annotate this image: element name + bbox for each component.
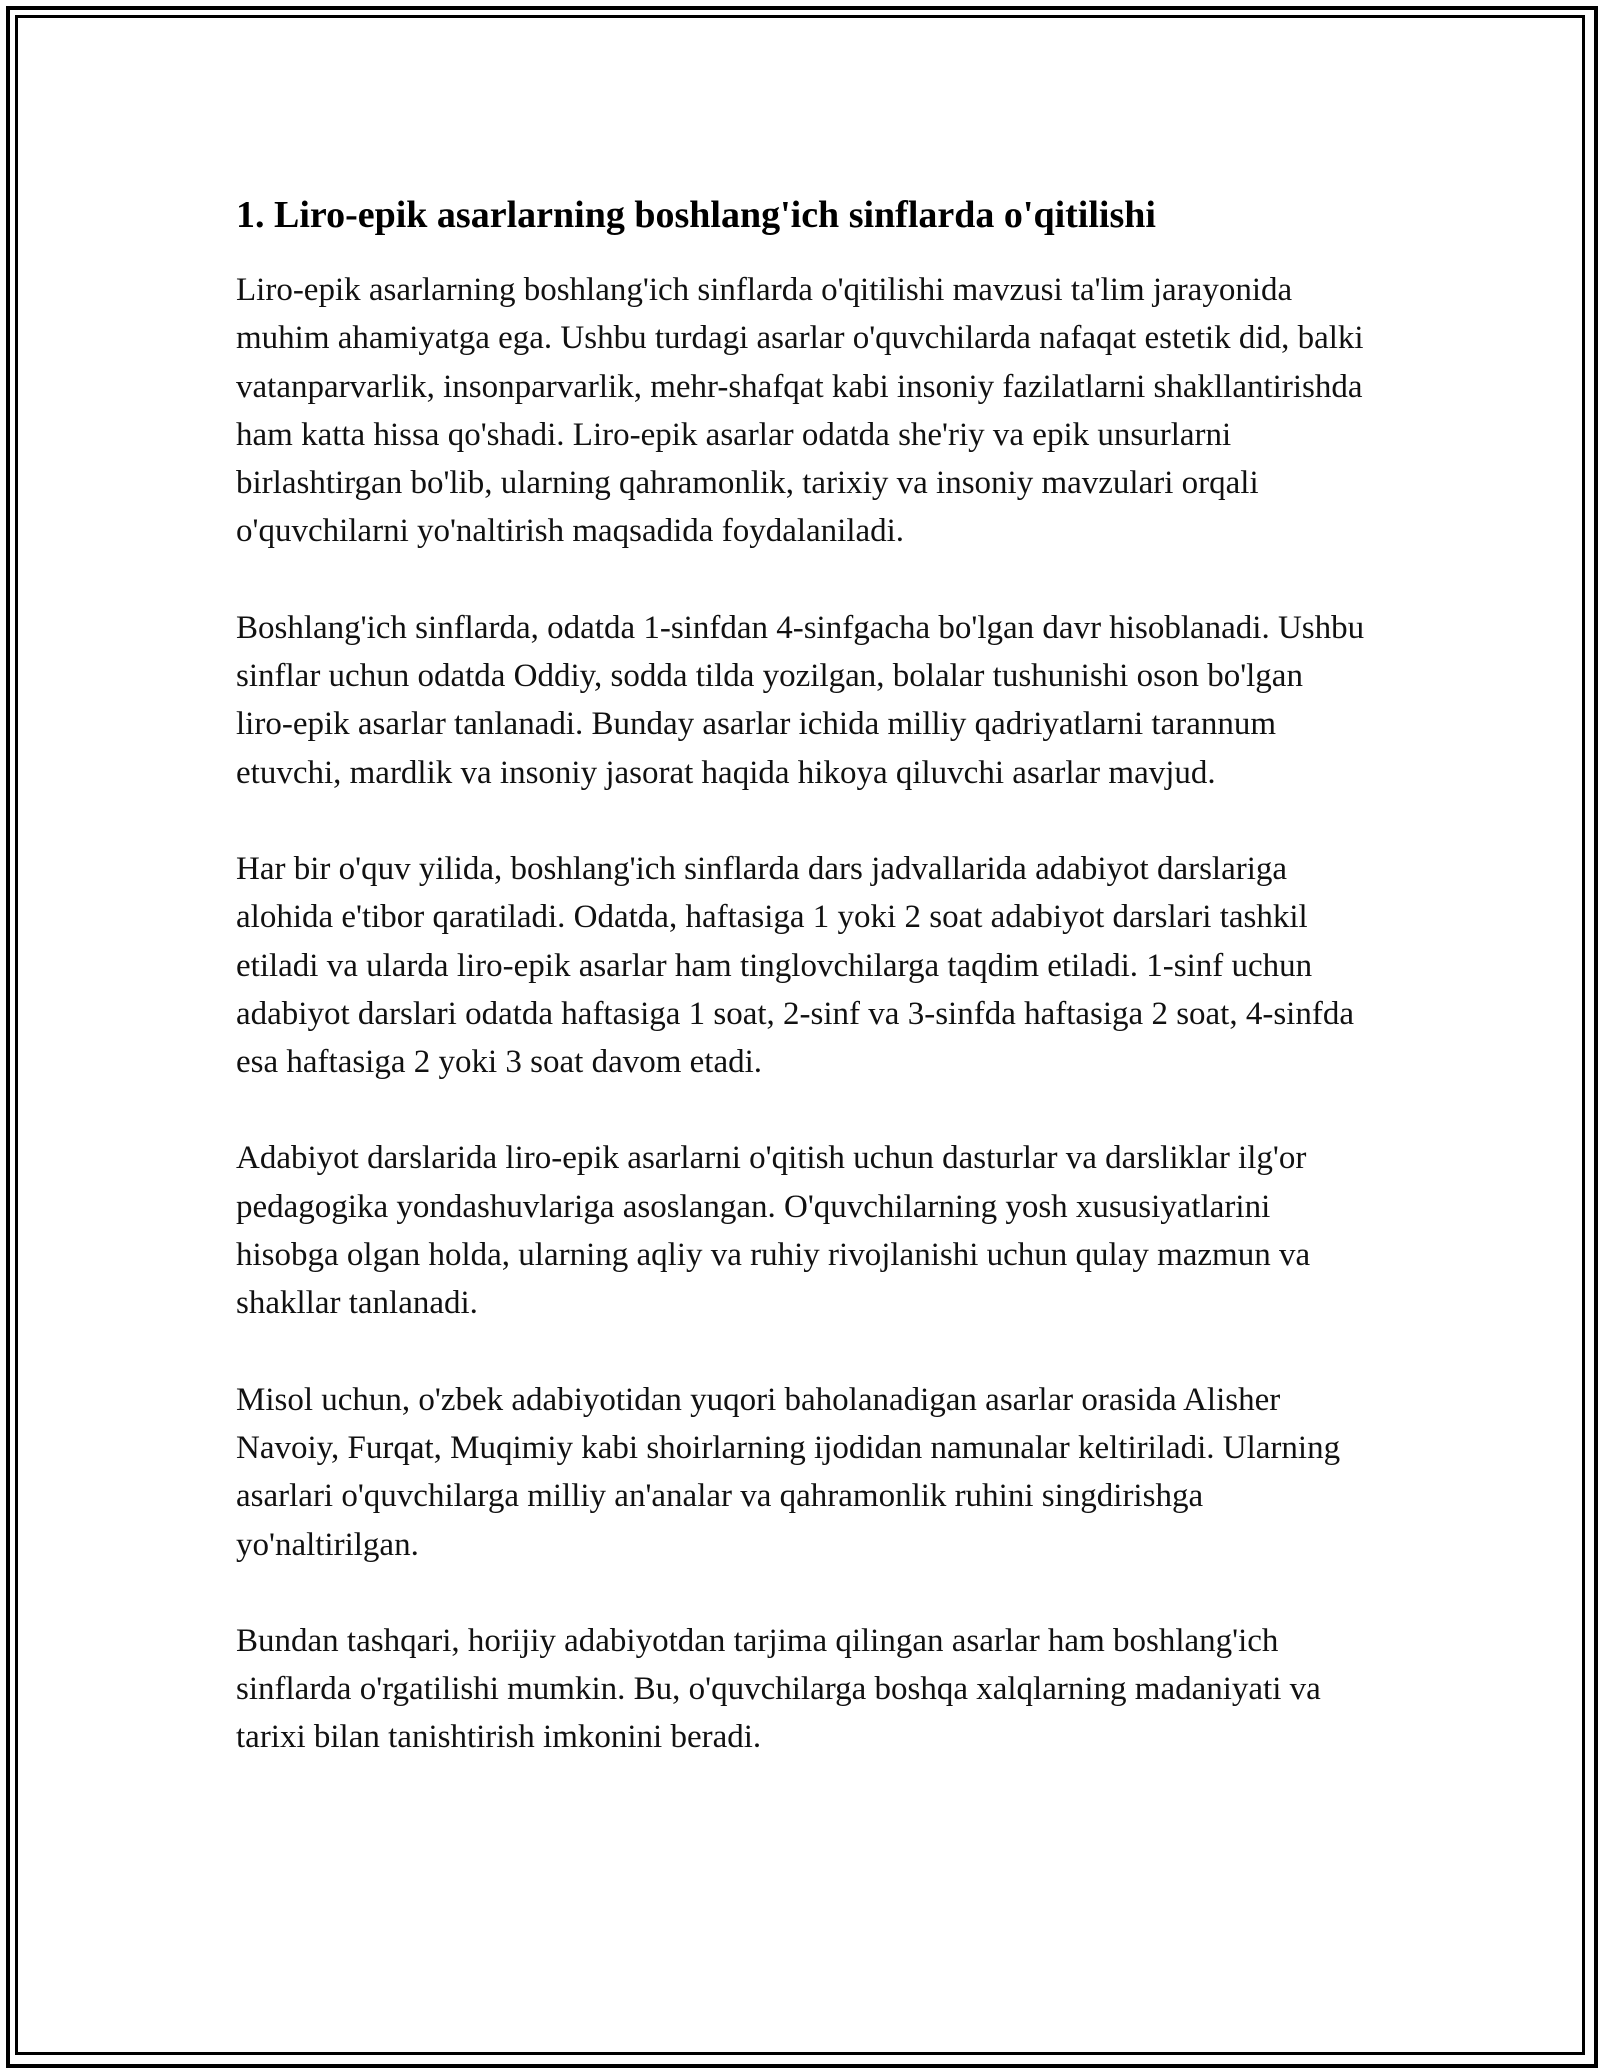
paragraph-3: Har bir o'quv yilida, boshlang'ich sinflarda dars jadvallarida adabiyot darslariga alohida e'tibor qaratiladi. Odatda, haftasiga 1 yoki 2 soat adabiyot darslari tashkil etiladi va ularda liro-epik asarlar ham tinglovchilarga taqdim etiladi. 1-sinf uchun adabiyot darslari odatda haftasiga 1 soat, 2-sinf va 3-sinfda haftasiga 2 soat, 4-sinfda esa haftasiga 2 yoki 3 soat davom etadi. xyxy=(236,850,1354,1081)
paragraph-5: Misol uchun, o'zbek adabiyotidan yuqori baholanadigan asarlar orasida Alisher Navoiy, Furqat, Muqimiy kabi shoirlarning ijodidan namunalar keltiriladi. Ularning asarlari o'quvchilarga milliy an'analar va qahramonlik ruhini singdirishga yo'naltirilgan. xyxy=(236,1381,1341,1563)
paragraph-1: Liro-epik asarlarning boshlang'ich sinflarda o'qitilishi mavzusi ta'lim jarayonida muhim ahamiyatga ega. Ushbu turdagi asarlar o'quvchilarda nafaqat estetik did, balki vatanparvarlik, insonparvarlik, mehr-shafqat kabi insoniy fazilatlarni shakllantirishda ham katta hissa qo'shadi. Liro-epik asarlar odatda she'riy va epik unsurlarni birlashtirgan bo'lib, ularning qahramonlik, tarixiy va insoniy mavzulari orqali o'quvchilarni yo'naltirish maqsadida foydalaniladi. xyxy=(236,272,1364,550)
paragraph-6: Bundan tashqari, horijiy adabiyotdan tarjima qilingan asarlar ham boshlang'ich sinflarda o'rgatilishi mumkin. Bu, o'quvchilarga boshqa xalqlarning madaniyati va tarixi bilan tanishtirish imkonini beradi. xyxy=(236,1622,1321,1756)
paragraph-2: Boshlang'ich sinflarda, odatda 1-sinfdan 4-sinfgacha bo'lgan davr hisoblanadi. Ushbu sinflar uchun odatda Oddiy, sodda tilda yozilgan, bolalar tushunishi oson bo'lgan liro-epik asarlar tanlanadi. Bunday asarlar ichida milliy qadriyatlarni tarannum etuvchi, mardlik va insoniy jasorat haqida hikoya qiluvchi asarlar mavjud. xyxy=(236,609,1365,791)
document-body xyxy=(236,184,1366,1810)
paragraph-4: Adabiyot darslarida liro-epik asarlarni o'qitish uchun dasturlar va darsliklar ilg'or pedagogika yondashuvlariga asoslangan. O'quvchilarning yosh xususiyatlarini hisobga olgan holda, ularning aqliy va ruhiy rivojlanishi uchun qulay mazmun va shakllar tanlanadi. xyxy=(236,1140,1311,1322)
page-title: 1. Liro-epik asarlarning boshlang'ich sinflarda o'qitilishi xyxy=(236,194,1156,236)
